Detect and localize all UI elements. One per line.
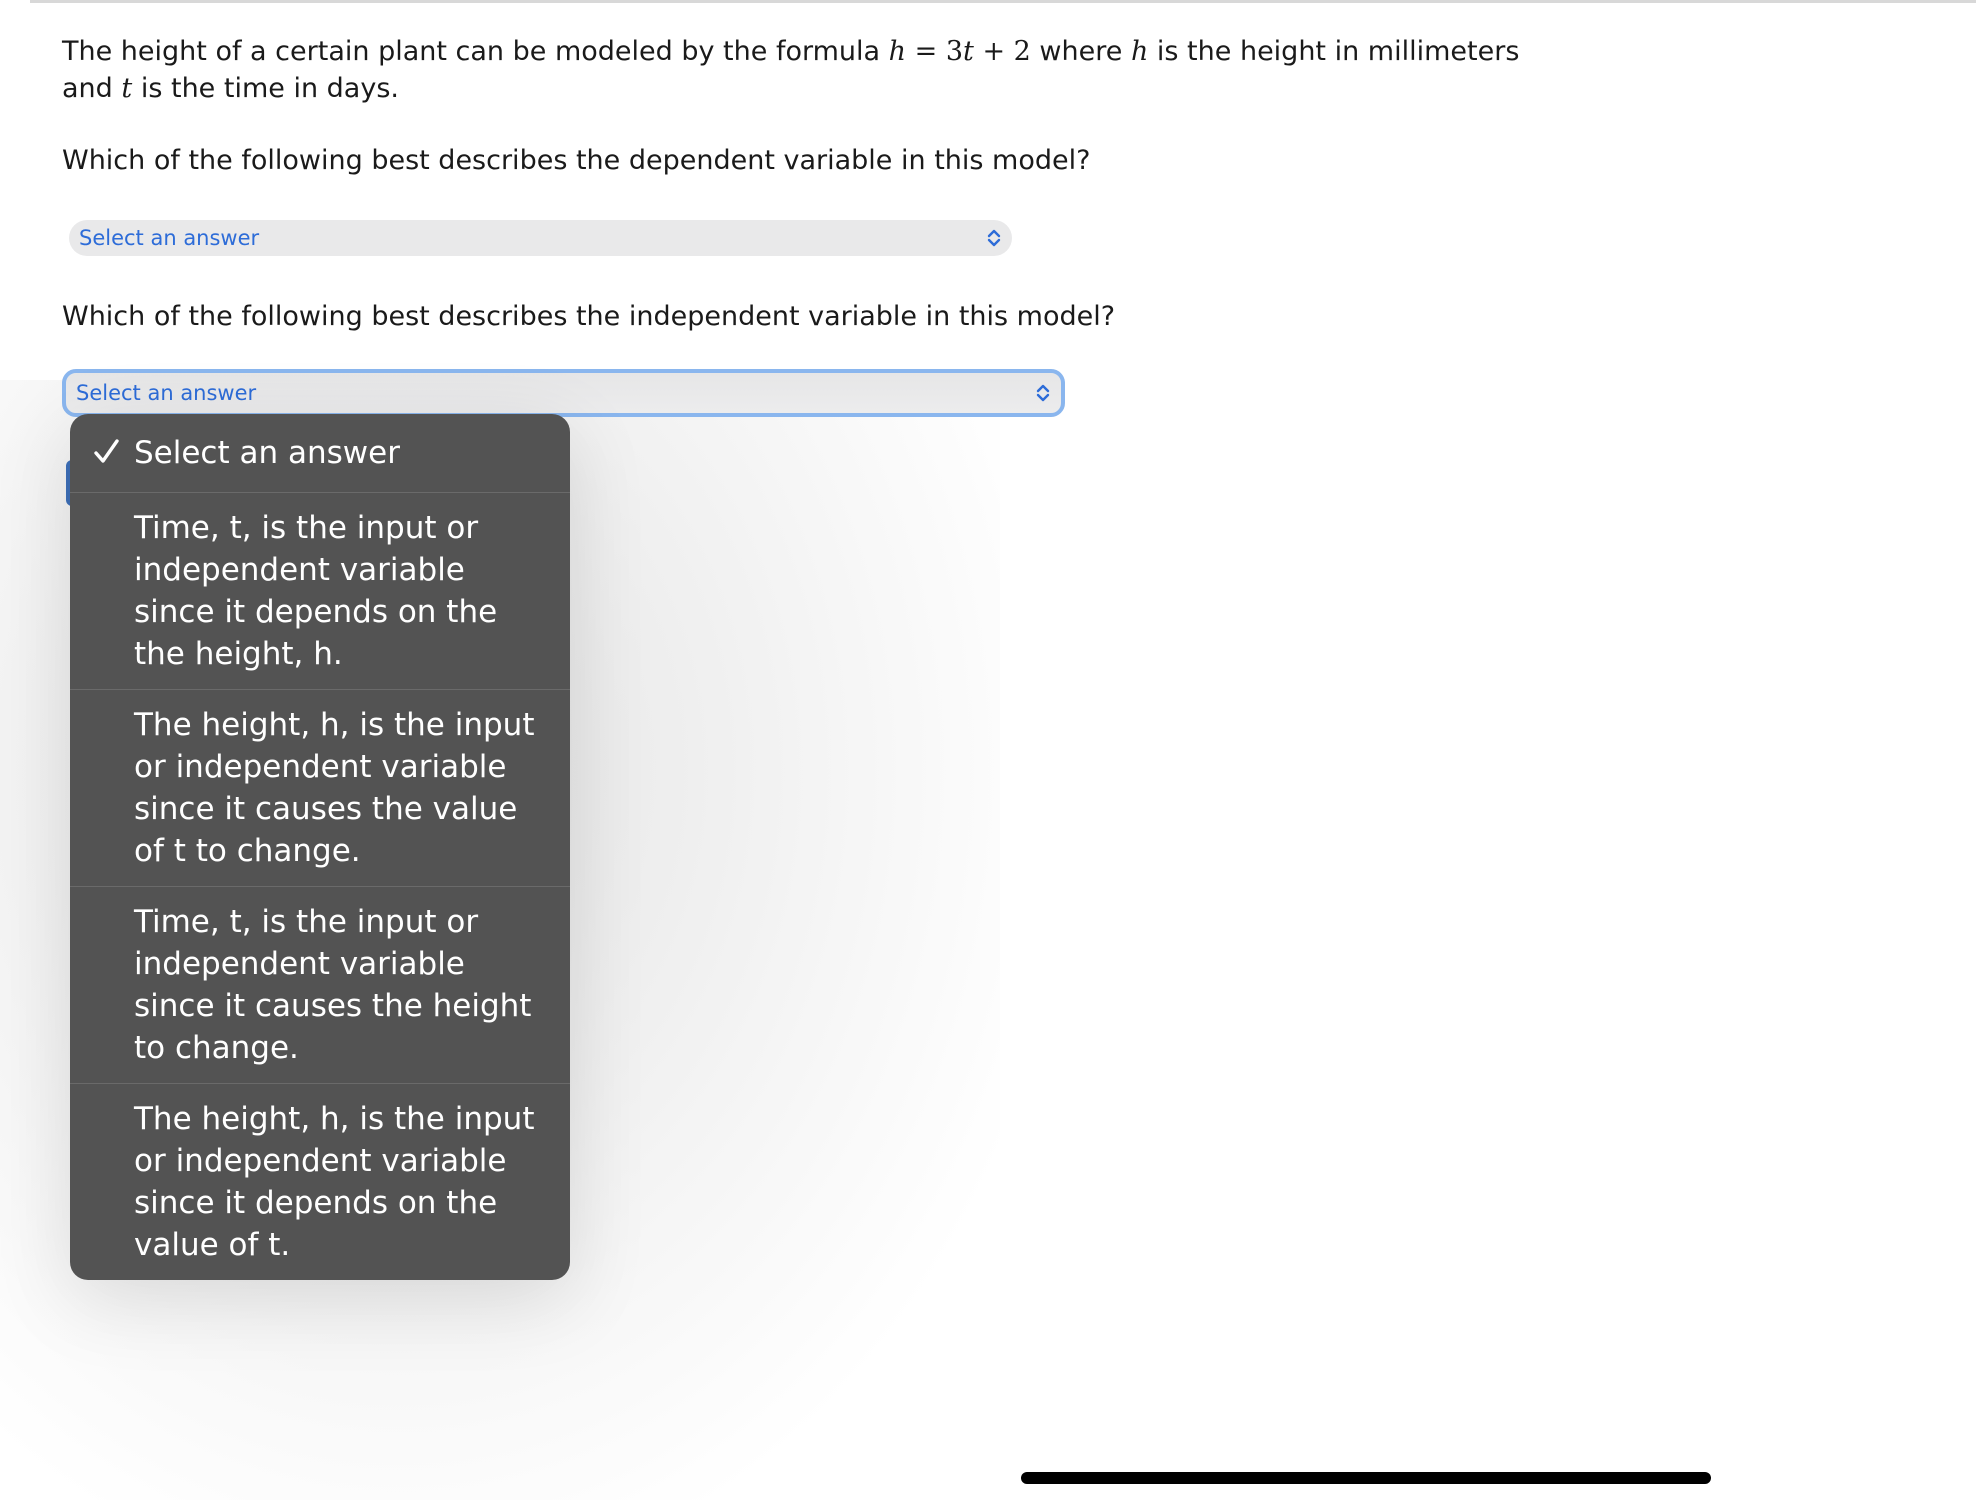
formula: h = 3t + 2 xyxy=(888,36,1031,67)
top-divider xyxy=(30,0,1976,3)
option-label: The height, h, is the input or independent variable since it causes the value of t to change. xyxy=(134,707,535,869)
question-1-text: Which of the following best describes the dependent variable in this model? xyxy=(62,145,1091,176)
problem-line-2: and t is the time in days. xyxy=(62,73,399,104)
chevron-updown-icon xyxy=(1033,382,1053,404)
dropdown-option[interactable] xyxy=(70,886,570,1083)
problem-text: The height of a certain plant can be modeled by the formula xyxy=(62,36,889,67)
dropdown-option-placeholder[interactable] xyxy=(70,414,570,492)
dropdown-option[interactable] xyxy=(70,689,570,886)
option-label: The height, h, is the input or independent variable since it depends on the value of t. xyxy=(134,1101,535,1263)
checkmark-icon xyxy=(92,434,122,470)
select-value: Select an answer xyxy=(79,226,260,250)
option-label: Time, t, is the input or independent variable since it causes the height to change. xyxy=(134,904,532,1066)
var-t: t xyxy=(121,73,133,104)
option-label: Time, t, is the input or independent variable since it depends on the the height, h. xyxy=(134,510,498,672)
dropdown-option[interactable] xyxy=(70,1083,570,1280)
question-2-text: Which of the following best describes the independent variable in this model? xyxy=(62,301,1116,332)
chevron-updown-icon xyxy=(984,227,1004,249)
answer-dropdown-menu xyxy=(70,414,570,1280)
option-label: Select an answer xyxy=(134,435,400,471)
dropdown-option[interactable] xyxy=(70,492,570,689)
var-h: h xyxy=(1130,36,1149,67)
problem-line-1: The height of a certain plant can be modeled by the formula h = 3t + 2 where h is the height in millimeters xyxy=(62,36,1520,67)
home-indicator[interactable] xyxy=(1021,1472,1711,1484)
dependent-variable-select[interactable] xyxy=(69,220,1012,256)
independent-variable-select[interactable] xyxy=(62,369,1065,417)
select-value: Select an answer xyxy=(76,381,257,405)
